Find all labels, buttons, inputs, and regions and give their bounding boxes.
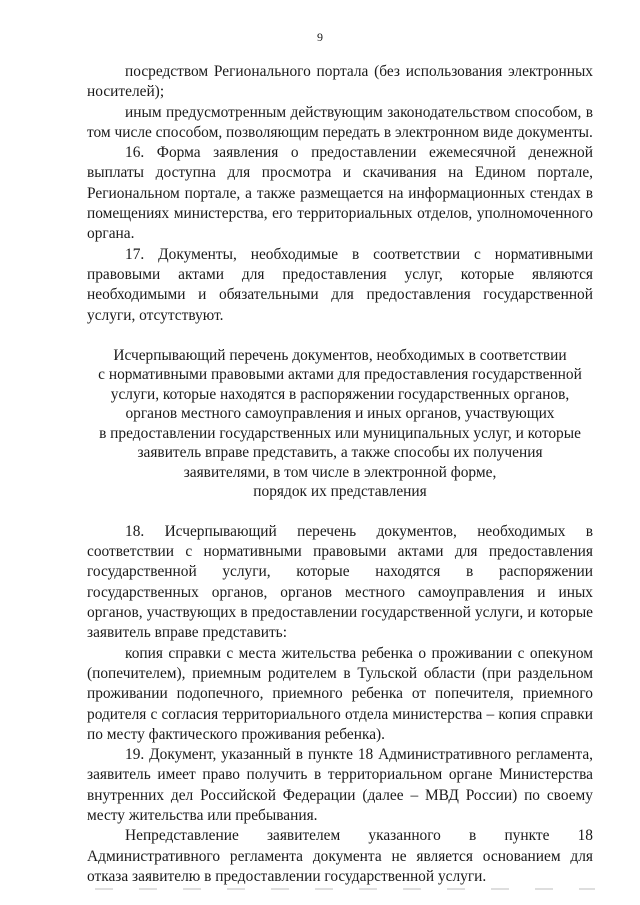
paragraph: иным предусмотренным действующим законодательством способом, в том числе способом, позволяющим передать в электронном виде документы. <box>87 103 593 141</box>
scan-artifact <box>95 888 595 890</box>
heading-line: Исчерпывающий перечень документов, необходимых в соответствии <box>113 346 567 364</box>
heading-line: заявителями, в том числе в электронной форме, <box>183 463 497 481</box>
heading-line: услуги, которые находятся в распоряжении государственных органов, <box>110 385 570 403</box>
paragraph: Непредставление заявителем указанного в пункте 18 Административного регламента документа не является основанием для отказа заявителю в предоставлении государственной услуги. <box>87 827 593 885</box>
heading-line: органов местного самоуправления и иных органов, участвующих <box>125 405 555 423</box>
heading-line: заявитель вправе представить, а также способы их получения <box>137 444 543 462</box>
document-body <box>87 62 593 887</box>
paragraph: 17. Документы, необходимые в соответствии с нормативными правовыми актами для предоставления услуг, которые являются необходимыми и обязательными для предоставления государственной услуги, отсутствуют. <box>87 245 593 324</box>
paragraph: копия справки с места жительства ребенка о проживании с опекуном (попечителем), приемным родителем в Тульской области (при раздельном проживании подопечного, приемного ребенка от попечителя, приемного родителя с согласия территориального отдела министерства – копия справки по месту фактического проживания ребенка). <box>87 644 593 743</box>
paragraph: 18. Исчерпывающий перечень документов, необходимых в соответствии с нормативными правовыми актами для предоставления государственной услуги, которые находятся в распоряжении государственных органов, органов местного самоуправления и иных органов, участвующих в предоставлении государственной услуги, и которые заявитель вправе представить: <box>87 522 593 642</box>
paragraph: посредством Регионального портала (без использования электронных носителей); <box>87 63 593 101</box>
heading-line: в предоставлении государственных или муниципальных услуг, и которые <box>99 424 581 442</box>
section-heading <box>87 346 593 502</box>
paragraph: 19. Документ, указанный в пункте 18 Административного регламента, заявитель имеет право получить в территориальном органе Министерства внутренних дел Российской Федерации (далее – МВД России) по своему месту жительства или пребывания. <box>87 746 593 825</box>
heading-line: порядок их представления <box>253 483 427 501</box>
heading-line: с нормативными правовыми актами для предоставления государственной <box>98 366 582 384</box>
paragraph: 16. Форма заявления о предоставлении ежемесячной денежной выплаты доступна для просмотра и скачивания на Едином портале, Региональном портале, а также размещается на информационных стендах в помещениях министерства, его территориальных отделов, уполномоченного органа. <box>87 144 593 243</box>
page-number: 9 <box>317 30 323 44</box>
